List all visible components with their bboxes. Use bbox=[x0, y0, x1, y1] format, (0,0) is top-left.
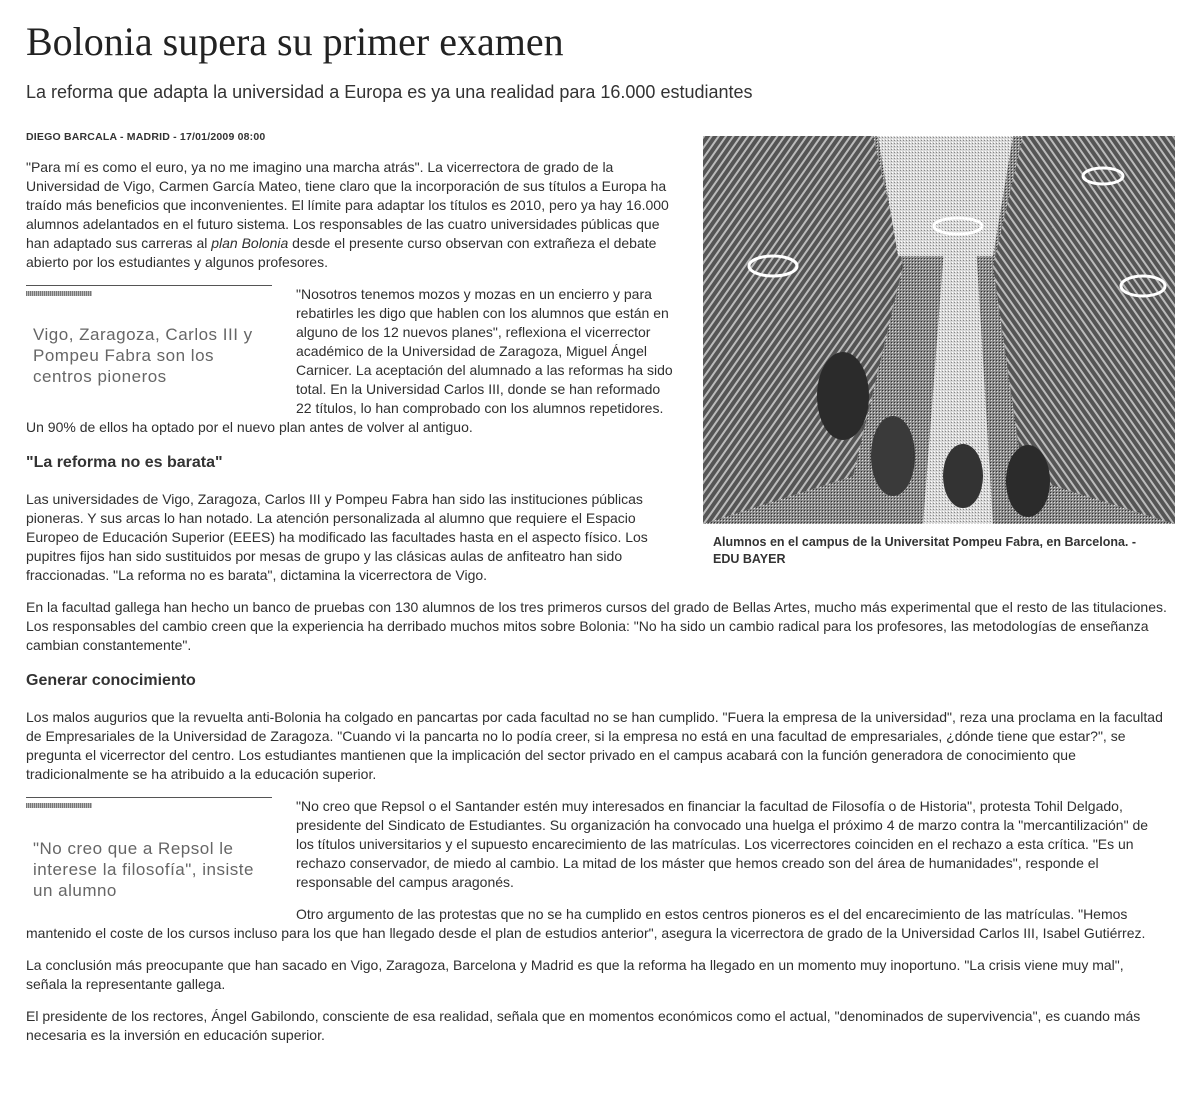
pullquote-2 bbox=[26, 797, 272, 911]
photo-caption: Alumnos en el campus de la Universitat Pompeu Fabra, en Barcelona. - EDU BAYER bbox=[713, 535, 1137, 566]
pullquote-bar bbox=[26, 291, 92, 296]
paragraph-5: Los malos augurios que la revuelta anti-Bolonia ha colgado en pancartas por cada facultad no se han cumplido. "Fuera la empresa de la universidad", reza una proclama en la facultad de Empresariales de la Universidad de Zaragoza. "Cuando vi la pancarta no lo podía creer, si la empresa no está en una facultad de empresariales, ¿dónde tiene que estar?", se pregunta el vicerrector del centro. Los estudiantes mantienen que la implicación del sector privado en el campus acabará con la función generadora de conocimiento que tradicionalmente se ha atribuido a la educación superior. bbox=[26, 709, 1163, 782]
article-photo bbox=[703, 136, 1175, 568]
paragraph-9: El presidente de los rectores, Ángel Gabilondo, consciente de esa realidad, señala que en momentos económicos como el actual, "denominados de supervivencia", es cuando más necesaria es la inversión en educación superior. bbox=[26, 1008, 1141, 1043]
plan-bolonia-emphasis: plan Bolonia bbox=[211, 235, 289, 251]
paragraph-1: "Para mí es como el euro, ya no me imagino una marcha atrás". La vicerrectora de grado de la Universidad de Vigo, Carmen García Mateo, tiene claro que la incorporación de sus títulos a Europa ha traído más beneficios que inconvenientes. El límite para adaptar los títulos es 2010, pero ya hay 16.000 alumnos adelantados en el futuro sistema. Los responsables de las cuatro universidades públicas que han adaptado sus carreras al plan Bolonia desde el presente curso observan con extrañeza el debate abierto por los estudiantes y algunos profesores. bbox=[26, 159, 669, 270]
paragraph-7: Otro argumento de las protestas que no se ha cumplido en estos centros pioneros es el del encarecimiento de las matrículas. "Hemos mantenido el coste de los cursos incluso para los que han llegado desde el plan de estudios anterior", asegura la vicerrectora de grado de la Universidad Carlos III, Isabel Gutiérrez. bbox=[26, 906, 1146, 941]
paragraph-8: La conclusión más preocupante que han sacado en Vigo, Zaragoza, Barcelona y Madrid es que la reforma ha llegado en un momento muy inoportuno. "La crisis viene muy mal", señala la representante gallega. bbox=[26, 957, 1124, 992]
campus-photo bbox=[703, 136, 1175, 524]
paragraph-3: Las universidades de Vigo, Zaragoza, Carlos III y Pompeu Fabra han sido las instituciones públicas pioneras. Y sus arcas lo han notado. La atención personalizada al alumno que requiere el Espacio Europeo de Educación Superior (EEES) ha modificado las facultades hasta en el aspecto físico. Los pupitres fijos han sido sustituidos por mesas de grupo y las clásicas aulas de anfiteatro han sido fraccionadas. "La reforma no es barata", dictamina la vicerrectora de Vigo. bbox=[26, 491, 648, 583]
headline: Bolonia supera su primer examen bbox=[26, 19, 564, 64]
section-heading-reforma: "La reforma no es barata" bbox=[26, 454, 223, 471]
paragraph-2: "Nosotros tenemos mozos y mozas en un encierro y para rebatirles les digo que hablen con los alumnos que están en alguno de los 12 nuevos planes", reflexiona el vicerrector académico de la Universidad de Zaragoza, Miguel Ángel Carnicer. La aceptación del alumnado a las reformas ha sido total. En la Universidad Carlos III, donde se han reformado 22 títulos, lo han comprobado con los alumnos repetidores. Un 90% de ellos ha optado por el nuevo plan antes de volver al antiguo. bbox=[26, 286, 673, 435]
pullquote-text: Vigo, Zaragoza, Carlos III y Pompeu Fabra son los centros pioneros bbox=[33, 325, 253, 386]
pullquote-1 bbox=[26, 285, 272, 397]
subheadline: La reforma que adapta la universidad a Europa es ya una realidad para 16.000 estudiantes bbox=[26, 82, 753, 102]
paragraph-6: "No creo que Repsol o el Santander estén muy interesados en financiar la facultad de Filosofía o de Historia", protesta Tohil Delgado, presidente del Sindicato de Estudiantes. Su organización ha convocado una huelga el próximo 4 de marzo contra la "mercantilización" de los títulos universitarios y el supuesto encarecimiento de las matrículas. Los vicerrectores coinciden en el rechazo a esta crítica. "Es un rechazo conservador, de miedo al cambio. La mitad de los máster que hemos creado son del área de humanidades", responde el responsable del campus aragonés. bbox=[296, 798, 1149, 890]
section-heading-conocimiento: Generar conocimiento bbox=[26, 672, 196, 689]
pullquote-text: "No creo que a Repsol le interese la filosofía", insiste un alumno bbox=[33, 839, 254, 900]
paragraph-4: En la facultad gallega han hecho un banco de pruebas con 130 alumnos de los tres primeros cursos del grado de Bellas Artes, mucho más experimental que el resto de las titulaciones. Los responsables del cambio creen que la experiencia ha derribado muchos mitos sobre Bolonia: "No ha sido un cambio radical para los profesores, las metodologías de enseñanza cambian constantemente". bbox=[26, 599, 1167, 653]
byline: DIEGO BARCALA - MADRID - 17/01/2009 08:00 bbox=[26, 131, 266, 143]
pullquote-bar bbox=[26, 803, 92, 808]
